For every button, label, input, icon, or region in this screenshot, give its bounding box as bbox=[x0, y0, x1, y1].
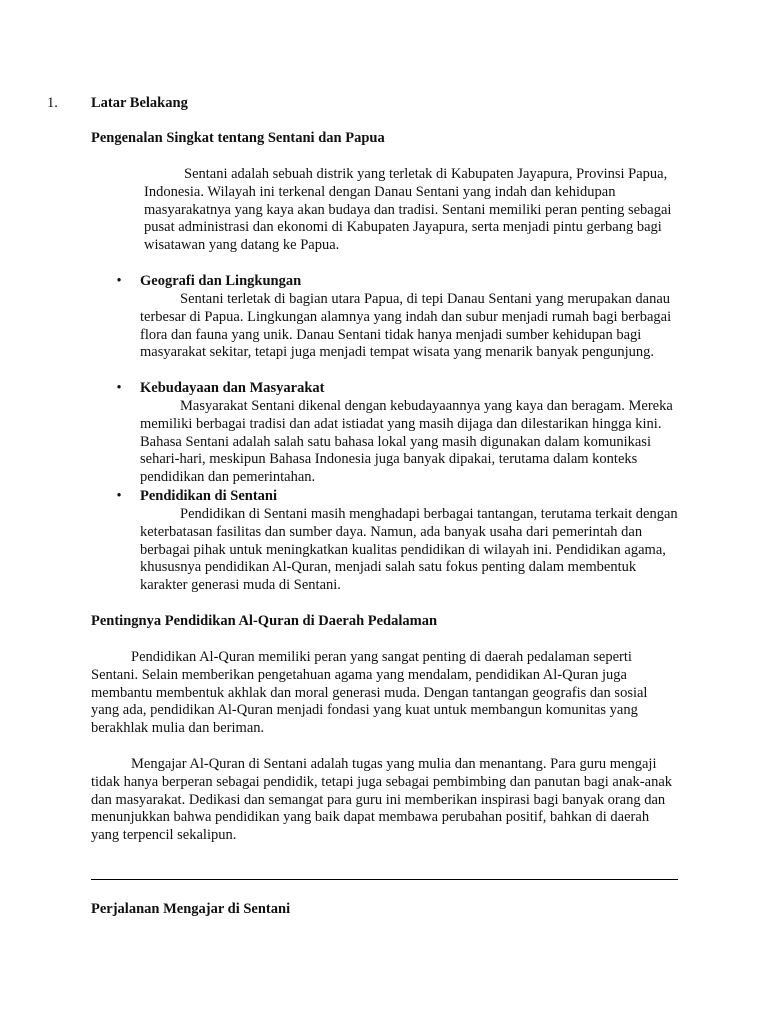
importance-paragraph-1: Pendidikan Al-Quran memiliki peran yang sangat penting di daerah pedalaman seperti Sentani. Selain memberikan pengetahuan agama yang mendalam, pendidikan Al-Quran juga membantu membentuk akhlak dan moral generasi muda. Dengan tantangan geografis dan sosial yang ada, pendidikan Al-Quran menjadi fondasi yang kuat untuk membangun komunitas yang berakhlak mulia dan beriman. bbox=[91, 649, 648, 737]
importance-paragraph-2: Mengajar Al-Quran di Sentani adalah tugas yang mulia dan menantang. Para guru mengaji tidak hanya berperan sebagai pendidik, tetapi juga sebagai pembimbing dan panutan bagi anak-anak dan masyarakat. Dedikasi dan semangat para guru ini memberikan inspirasi bagi banyak orang dan menunjukkan bahwa pendidikan yang baik dapat membawa perubahan positif, bahkan di daerah yang terpencil sekalipun. bbox=[91, 756, 672, 844]
bullet-title-kebudayaan: Kebudayaan dan Masyarakat bbox=[140, 380, 325, 396]
bullet-text-kebudayaan: Masyarakat Sentani dikenal dengan kebudayaannya yang kaya dan beragam. Mereka memiliki berbagai tradisi dan adat istiadat yang masih dijaga dan dilestarikan hingga kini. Bahasa Sentani adalah salah satu bahasa lokal yang masih digunakan dalam komunikasi sehari-hari, meskipun Bahasa Indonesia juga banyak dipakai, terutama dalam konteks pendidikan dan pemerintahan. bbox=[140, 398, 673, 486]
bullet-text-geografi: Sentani terletak di bagian utara Papua, di tepi Danau Sentani yang merupakan danau terbesar di Papua. Lingkungan alamnya yang indah dan subur menjadi rumah bagi berbagai flora dan fauna yang unik. Danau Sentani tidak hanya menjadi sumber kehidupan bagi masyarakat sekitar, tetapi juga menjadi tempat wisata yang menarik banyak pengunjung. bbox=[140, 291, 672, 361]
heading-journey: Perjalanan Mengajar di Sentani bbox=[91, 901, 291, 917]
bullet-marker: • bbox=[116, 488, 122, 504]
horizontal-rule bbox=[91, 879, 678, 880]
bullet-text-pendidikan: Pendidikan di Sentani masih menghadapi berbagai tantangan, terutama terkait dengan keterbatasan fasilitas dan sumber daya. Namun, ada banyak usaha dari pemerintah dan berbagai pihak untuk meningkatkan kualitas pendidikan di wilayah ini. Pendidikan agama, khususnya pendidikan Al-Quran, menjadi salah satu fokus penting dalam membentuk karakter generasi muda di Sentani. bbox=[140, 506, 678, 594]
bullet-title-pendidikan: Pendidikan di Sentani bbox=[140, 488, 277, 504]
section-number: 1. bbox=[47, 95, 58, 111]
section-title: Latar Belakang bbox=[91, 95, 188, 111]
bullet-marker: • bbox=[116, 380, 122, 396]
heading-intro: Pengenalan Singkat tentang Sentani dan Papua bbox=[91, 130, 385, 146]
bullet-marker: • bbox=[116, 273, 122, 289]
heading-importance: Pentingnya Pendidikan Al-Quran di Daerah Pedalaman bbox=[91, 613, 438, 629]
bullet-title-geografi: Geografi dan Lingkungan bbox=[140, 273, 302, 289]
intro-paragraph: Sentani adalah sebuah distrik yang terletak di Kabupaten Jayapura, Provinsi Papua, Indonesia. Wilayah ini terkenal dengan Danau Sentani yang indah dan kehidupan masyarakatnya yang kaya akan budaya dan tradisi. Sentani memiliki peran penting sebagai pusat administrasi dan ekonomi di Kabupaten Jayapura, serta menjadi pintu gerbang bagi wisatawan yang datang ke Papua. bbox=[144, 166, 672, 254]
